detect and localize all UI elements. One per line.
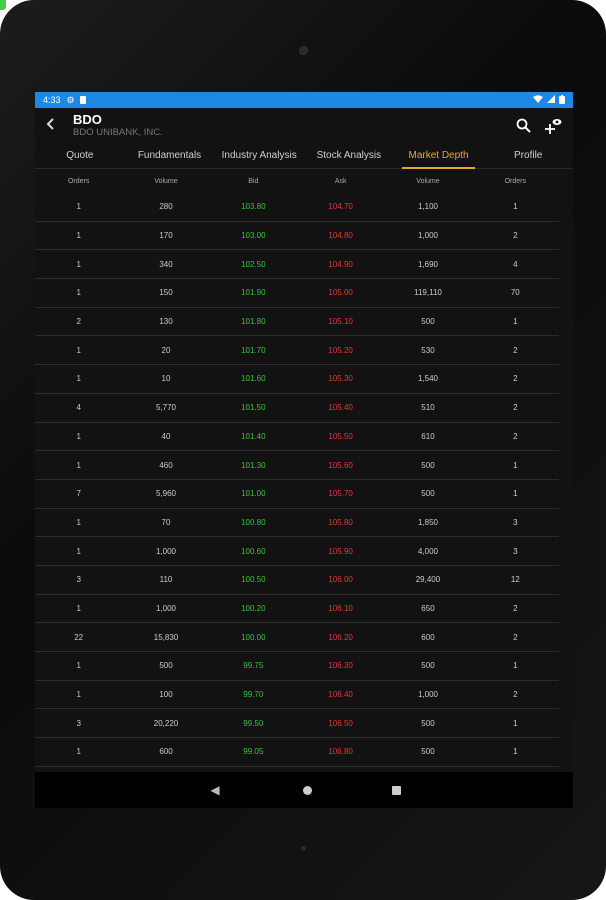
bid-orders-cell: 1 [76,259,81,269]
bid-volume-cell: 460 [159,460,173,470]
recents-icon[interactable] [392,786,401,795]
company-name: BDO UNIBANK, INC. [73,127,163,139]
ask-orders-cell: 2 [513,374,518,384]
tab-bar [35,143,573,169]
ask-volume-cell: 510 [421,403,435,413]
ask-volume-cell: 500 [421,747,435,757]
bid-volume-cell: 20,220 [153,718,179,728]
ask-volume-cell: 1,000 [417,690,438,700]
tab-profile[interactable]: Profile [514,150,543,161]
bid-volume-cell: 280 [159,202,173,212]
ask-volume-cell: 500 [421,718,435,728]
ask-price-cell: 106.10 [328,603,353,613]
bid-orders-cell: 1 [76,661,81,671]
column-header: Volume [416,177,440,185]
table-row [35,509,559,538]
ask-orders-cell: 2 [513,345,518,355]
table-row [35,394,559,423]
table-row [35,336,559,365]
bid-volume-cell: 5,960 [155,489,176,499]
ask-orders-cell: 2 [513,403,518,413]
ask-volume-cell: 4,000 [417,546,438,556]
ask-price-cell: 106.30 [328,661,353,671]
bid-price-cell: 101.30 [241,460,266,470]
bid-orders-cell: 1 [76,202,81,212]
corner-marker [0,0,6,10]
column-header: Bid [248,177,259,185]
ask-volume-cell: 500 [421,460,435,470]
bid-price-cell: 101.50 [241,403,266,413]
screen [35,92,573,808]
bid-price-cell: 100.00 [241,632,266,642]
ask-orders-cell: 1 [513,489,518,499]
stock-symbol: BDO [73,112,102,128]
column-header: Ask [334,177,347,185]
ask-price-cell: 105.00 [328,288,353,298]
bid-orders-cell: 2 [76,317,81,327]
bid-volume-cell: 5,770 [155,403,176,413]
bid-volume-cell: 10 [161,374,171,384]
ask-orders-cell: 3 [513,517,518,527]
bid-volume-cell: 600 [159,747,173,757]
table-row [35,623,559,652]
ask-volume-cell: 1,100 [417,202,438,212]
bid-orders-cell: 1 [76,345,81,355]
bid-price-cell: 100.80 [241,517,266,527]
ask-volume-cell: 610 [421,431,435,441]
tab-fundamentals[interactable]: Fundamentals [137,150,202,161]
table-row [35,681,559,710]
ask-volume-cell: 1,690 [417,259,438,269]
status-time: 4:33 [43,95,61,105]
back-icon[interactable]: ◀ [210,783,220,797]
ask-orders-cell: 1 [513,317,518,327]
ask-orders-cell: 2 [513,603,518,613]
tab-industry-analysis[interactable]: Industry Analysis [221,150,297,161]
bid-orders-cell: 1 [76,546,81,556]
back-arrow-icon[interactable] [45,117,67,135]
table-row [35,423,559,452]
bid-orders-cell: 7 [76,489,81,499]
ask-price-cell: 105.80 [328,517,353,527]
bid-orders-cell: 1 [76,690,81,700]
ask-volume-cell: 119,110 [414,288,442,298]
ask-orders-cell: 2 [513,632,518,642]
bid-price-cell: 100.50 [241,575,266,585]
bid-price-cell: 103.00 [241,231,266,241]
bid-price-cell: 99.70 [243,690,264,700]
ask-price-cell: 106.20 [328,632,353,642]
bid-price-cell: 99.75 [243,661,264,671]
bid-price-cell: 101.90 [241,288,266,298]
column-header: Volume [154,177,178,185]
bid-orders-cell: 1 [76,460,81,470]
ask-orders-cell: 12 [510,575,520,585]
bid-volume-cell: 110 [159,575,173,585]
tab-market-depth[interactable]: Market Depth [394,143,484,168]
ask-price-cell: 105.10 [328,317,353,327]
signal-icon [547,95,555,105]
ask-orders-cell: 4 [513,259,518,269]
ask-price-cell: 105.90 [328,546,353,556]
camera [299,46,308,55]
ask-price-cell: 105.60 [328,460,353,470]
ask-orders-cell: 2 [513,690,518,700]
column-header: Orders [504,177,526,185]
ask-price-cell: 105.40 [328,403,353,413]
bid-price-cell: 100.60 [241,546,266,556]
navigation-bar [35,772,573,808]
ask-price-cell: 104.80 [328,231,353,241]
table-row [35,222,559,251]
ask-volume-cell: 500 [421,661,435,671]
ask-price-cell: 104.90 [328,259,353,269]
ask-orders-cell: 1 [513,202,518,212]
bid-volume-cell: 1,000 [155,546,176,556]
bid-volume-cell: 170 [159,231,173,241]
bid-orders-cell: 1 [76,231,81,241]
ask-price-cell: 106.50 [328,718,353,728]
ask-orders-cell: 1 [513,661,518,671]
search-icon[interactable] [513,116,533,136]
bid-volume-cell: 340 [159,259,173,269]
bid-price-cell: 102.50 [241,259,266,269]
bid-price-cell: 99.05 [243,747,264,757]
ask-orders-cell: 2 [513,431,518,441]
table-row [35,652,559,681]
ask-price-cell: 105.70 [328,489,353,499]
table-row [35,595,559,624]
bid-price-cell: 99.50 [243,718,264,728]
bid-volume-cell: 70 [161,517,171,527]
sd-card-icon [80,96,86,104]
ask-price-cell: 105.50 [328,431,353,441]
table-row [35,451,559,480]
tab-stock-analysis[interactable]: Stock Analysis [316,150,382,161]
ask-price-cell: 104.70 [328,202,353,212]
table-row [35,250,559,279]
market-depth-table [35,193,573,767]
table-row [35,365,559,394]
table-row [35,279,559,308]
ask-orders-cell: 70 [510,288,520,298]
bid-price-cell: 100.20 [241,603,266,613]
bid-volume-cell: 150 [159,288,173,298]
tab-quote[interactable]: Quote [66,150,94,161]
gear-icon: ⚙ [66,94,75,105]
bid-volume-cell: 15,830 [153,632,179,642]
bid-orders-cell: 1 [76,288,81,298]
battery-icon [559,95,565,106]
ask-volume-cell: 650 [421,603,435,613]
ask-orders-cell: 2 [513,231,518,241]
ask-orders-cell: 1 [513,747,518,757]
table-row [35,193,559,222]
bid-volume-cell: 100 [159,690,173,700]
ask-price-cell: 106.00 [328,575,353,585]
sensor-dot [301,846,306,851]
bid-volume-cell: 20 [161,345,171,355]
bid-price-cell: 101.60 [241,374,266,384]
ask-volume-cell: 29,400 [415,575,441,585]
bid-orders-cell: 3 [76,718,81,728]
status-bar [35,92,573,108]
bid-orders-cell: 1 [76,374,81,384]
bid-price-cell: 101.80 [241,317,266,327]
bid-price-cell: 101.40 [241,431,266,441]
table-row [35,308,559,337]
table-row [35,738,559,767]
ask-volume-cell: 1,000 [417,231,438,241]
ask-price-cell: 106.40 [328,690,353,700]
ask-orders-cell: 1 [513,718,518,728]
ask-volume-cell: 500 [421,317,435,327]
bid-orders-cell: 3 [76,575,81,585]
add-watchlist-icon[interactable] [543,116,563,136]
stock-title [73,113,163,138]
table-row [35,537,559,566]
bid-volume-cell: 40 [161,431,171,441]
table-row [35,566,559,595]
ask-price-cell: 106.80 [328,747,353,757]
app-bar [35,108,573,143]
wifi-icon [533,95,543,105]
ask-orders-cell: 1 [513,460,518,470]
bid-volume-cell: 1,000 [155,603,176,613]
bid-orders-cell: 1 [76,431,81,441]
table-row [35,709,559,738]
ask-volume-cell: 600 [421,632,435,642]
bid-volume-cell: 500 [159,661,173,671]
ask-volume-cell: 530 [421,345,435,355]
ask-volume-cell: 1,540 [417,374,438,384]
table-row [35,480,559,509]
bid-price-cell: 101.70 [241,345,266,355]
bid-orders-cell: 1 [76,603,81,613]
ask-volume-cell: 500 [421,489,435,499]
bid-orders-cell: 1 [76,517,81,527]
column-header: Orders [67,177,90,185]
bid-price-cell: 101.00 [241,489,266,499]
ask-price-cell: 105.20 [328,345,353,355]
bid-orders-cell: 4 [76,403,81,413]
bid-volume-cell: 130 [159,317,173,327]
bid-orders-cell: 22 [74,632,84,642]
bid-price-cell: 103.80 [241,202,266,212]
ask-volume-cell: 1,850 [417,517,438,527]
bid-orders-cell: 1 [76,747,81,757]
ask-orders-cell: 3 [513,546,518,556]
ask-price-cell: 105.30 [328,374,353,384]
table-header [35,169,559,193]
home-icon[interactable] [303,786,312,795]
